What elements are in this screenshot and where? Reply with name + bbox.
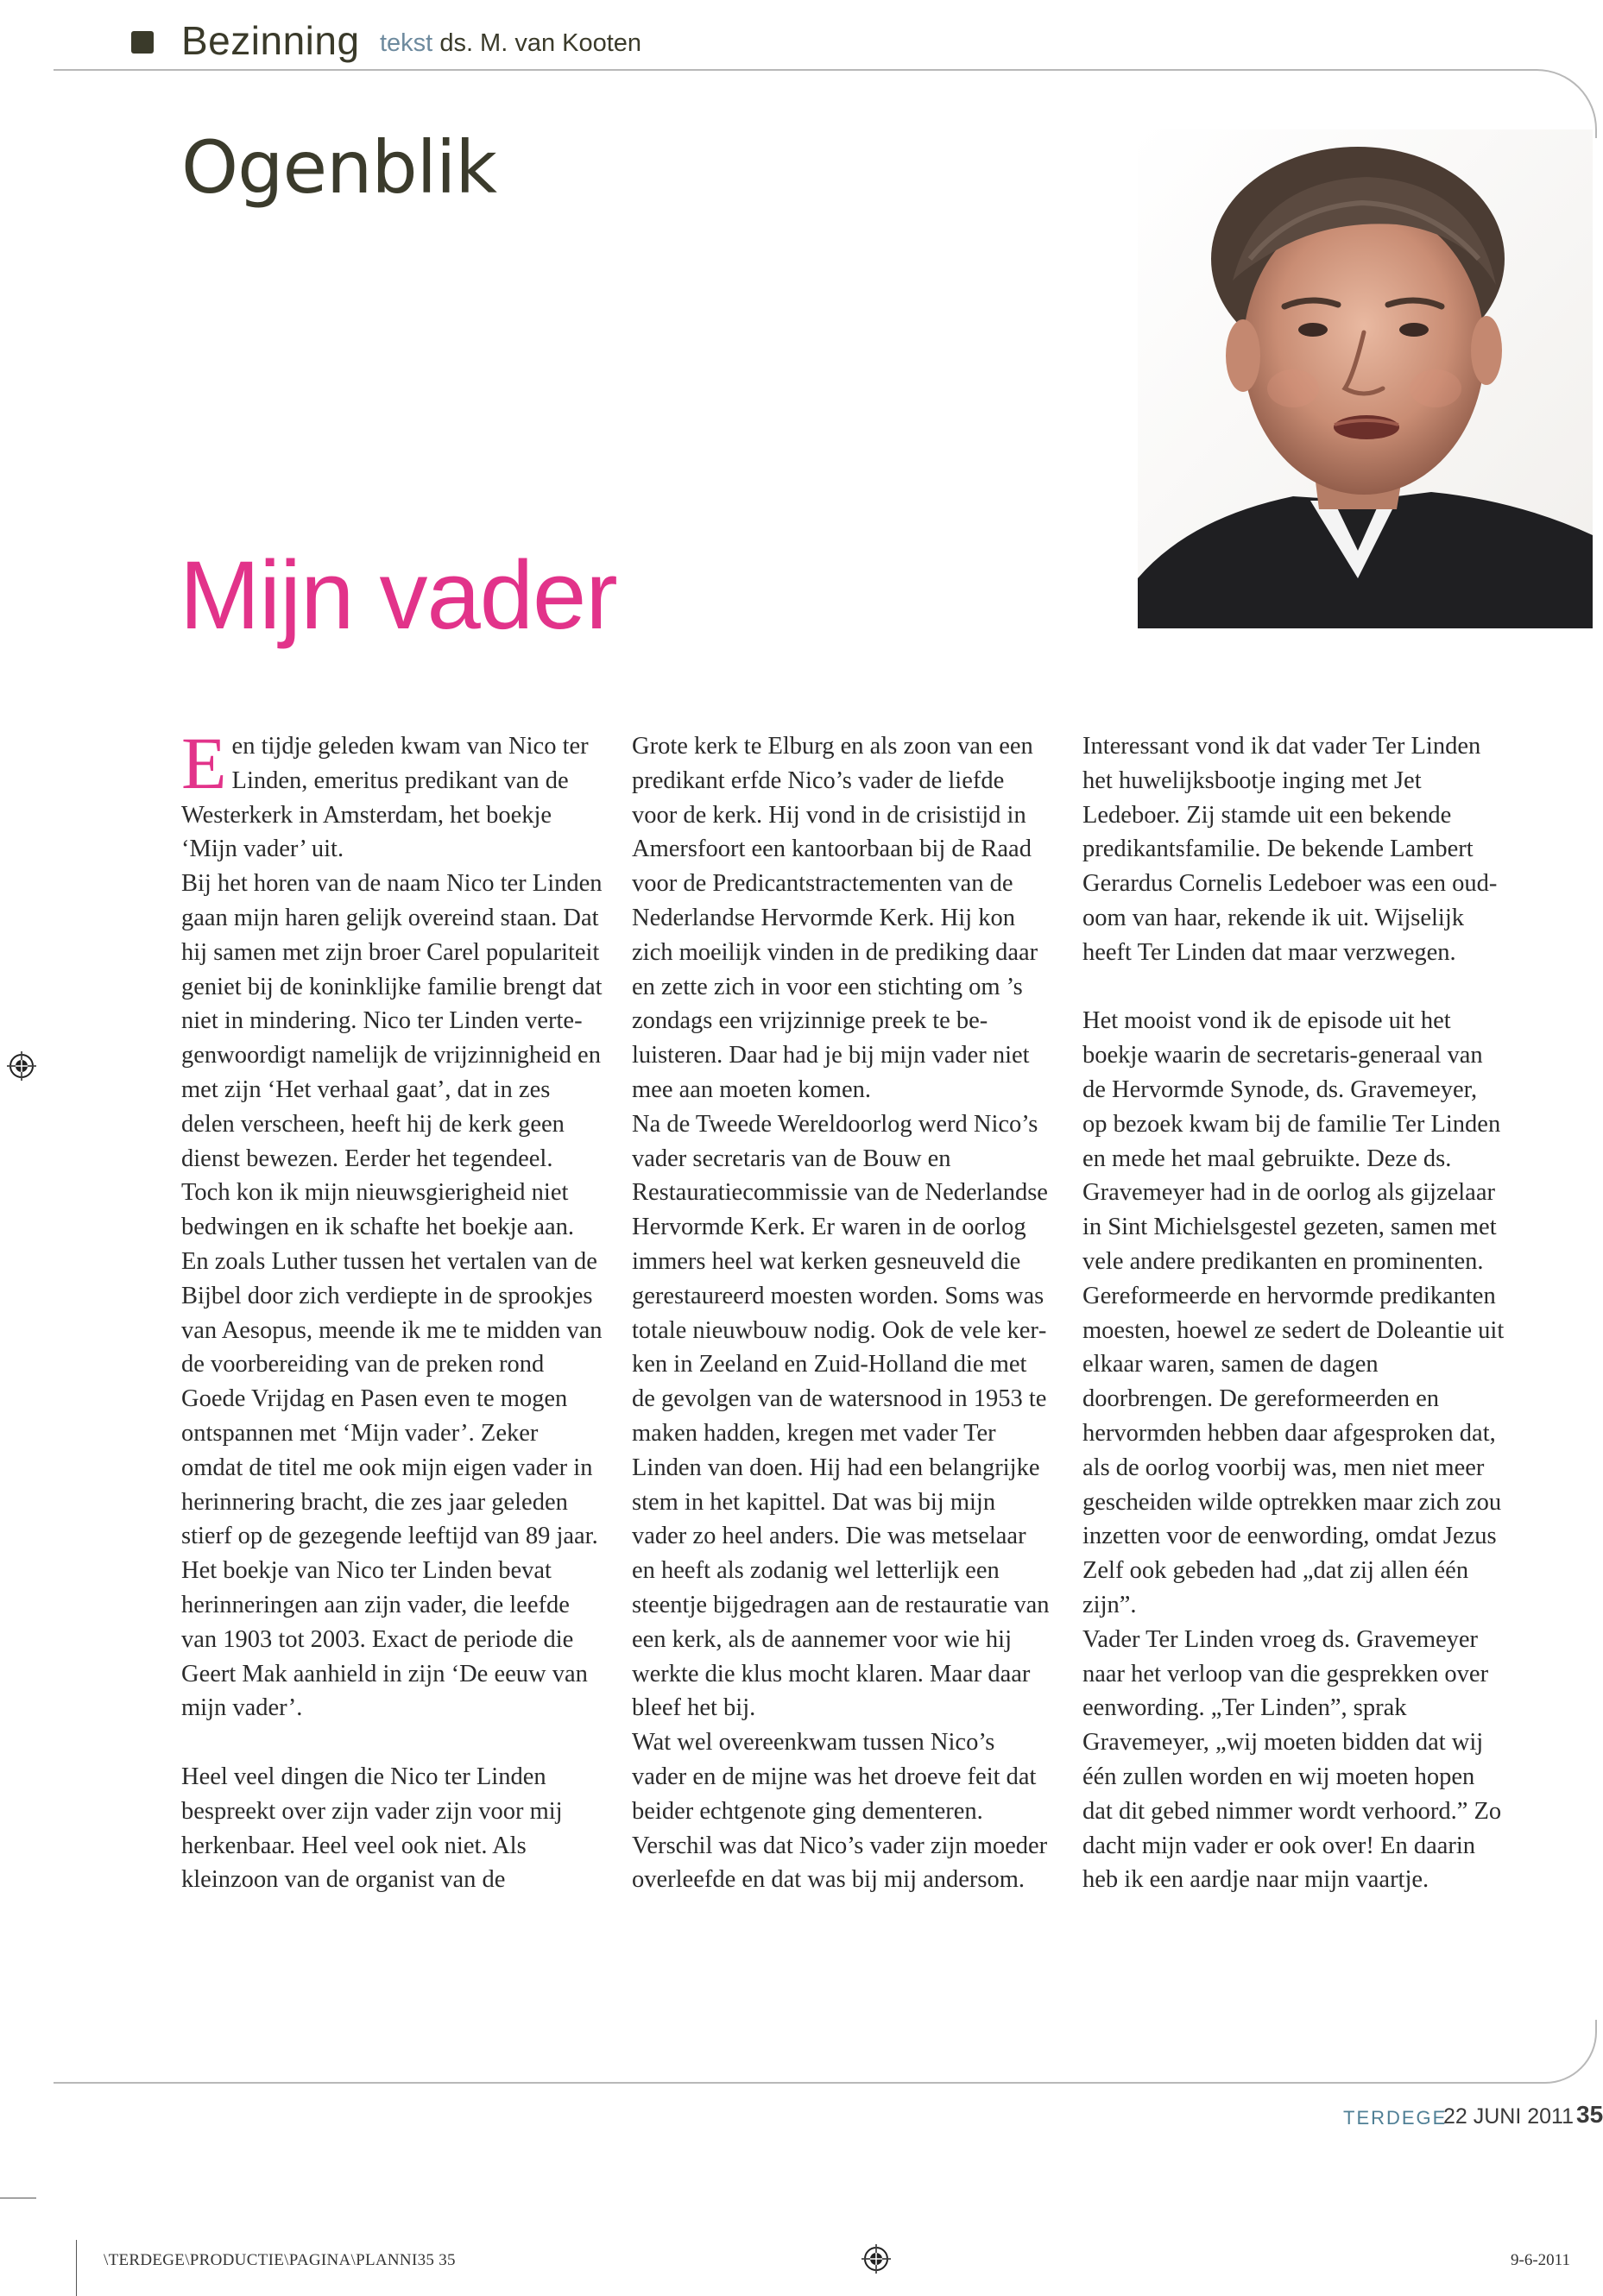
byline-label: tekst bbox=[380, 29, 433, 57]
section-name: Bezinning bbox=[181, 18, 360, 63]
article-column-2 bbox=[632, 729, 1055, 1897]
footer-issue-date: 22 JUNI 2011 bbox=[1443, 2104, 1575, 2129]
paragraph: Het mooist vond ik de episode uit het boekje waarin de secretaris-generaal van de Hervormde Synode, ds. Gravemeyer, op bezoek kwam bij de familie Ter Linden en mede het maal gebruikte. Deze ds. Gravemeyer had in de oorlog als gijzelaar in Sint Michielsgestel gezeten, samen met vele andere predikanten en prominenten. Gereformeerde en hervormde predikanten moesten, hoewel ze sedert de Doleantie uit elkaar waren, samen de dagen doorbrengen. De gereformeerden en hervormden hebben daar afgesproken dat, als de oorlog voorbij was, men niet meer gescheiden wilde optrekken maar zich zou inzetten voor de eenwording, omdat Jezus Zelf ook gebeden had „dat zij allen één zijn”. bbox=[1082, 1007, 1505, 1618]
print-slug-path: \TERDEGE\PRODUCTIE\PAGINA\PLANNI35 35 bbox=[104, 2251, 456, 2269]
author-portrait bbox=[1138, 129, 1593, 628]
paragraph-gap bbox=[181, 1725, 604, 1760]
paragraph: Vader Ter Linden vroeg ds. Gravemeyer naar het verloop van die gesprekken over eenwording. „Ter Linden”, sprak Gravemeyer, „wij moeten bidden dat wij één zullen worden en wij moeten hopen dat dit gebed nimmer wordt verhoord.” Zo dacht mijn vader er ook over! En daarin heb ik een aardje naar mijn vaartje. bbox=[1082, 1625, 1502, 1894]
byline-author: ds. M. van Kooten bbox=[439, 29, 642, 57]
article-column-1 bbox=[181, 722, 604, 1897]
footer-divider bbox=[54, 2082, 1538, 2084]
paragraph: Wat wel overeenkwam tussen Nico’s vader en de mijne was het droeve feit dat beider echtgenote ging dementeren. Verschil was dat Nico’s vader zijn moeder overleefde en dat was bij mij andersom. bbox=[632, 1729, 1048, 1894]
section-marker-icon bbox=[131, 31, 154, 54]
paragraph: Interessant vond ik dat vader Ter Linden het huwelijksbootje inging met Jet Ledeboer. Zij stamde uit een bekende predikantsfamilie. De bekende Lambert Gerardus Cornelis Ledeboer was een oud-oom van haar, rekende ik uit. Wijselijk heeft Ter Linden dat maar verzwegen. bbox=[1082, 733, 1498, 966]
paragraph: Grote kerk te Elburg en als zoon van een predikant erfde Nico’s vader de liefde voor de kerk. Hij vond in de crisistijd in Amersfoort een kantoorbaan bij de Raad voor de Predicantstractementen van de Nederlandse Hervormde Kerk. Hij kon zich moeilijk vinden in de prediking daar en zette zich in voor een stichting om ’s zondags een vrijzinnige preek te beluisteren. Daar had je bij mijn vader niet mee aan moeten komen. bbox=[632, 733, 1038, 1103]
footer-magazine-name: TERDEGE bbox=[1343, 2107, 1448, 2129]
paragraph: Na de Tweede Wereldoorlog werd Nico’s vader secretaris van de Bouw en Restauratiecommissie van de Nederlandse Hervormde Kerk. Er waren in de oorlog immers heel wat kerken gesneuveld die gerestaureerd moesten worden. Soms was totale nieuwbouw nodig. Ook de vele kerken in Zeeland en Zuid-Holland die met de gevolgen van de watersnood in 1953 te maken hadden, kregen met vader Ter Linden van doen. Hij had een belangrijke stem in het kapittel. Dat was bij mijn vader zo heel anders. Die was metselaar en heeft als zodanig wel letterlijk een steentje bijgedragen aan de restauratie van een kerk, als de aannemer voor wie hij werkte die klus mocht klaren. Maar daar bleef het bij. bbox=[632, 1110, 1050, 1722]
header-divider bbox=[54, 69, 1469, 71]
paragraph-gap bbox=[1082, 970, 1505, 1005]
footer-divider-curve bbox=[1519, 2020, 1597, 2084]
page-number: 35 bbox=[1576, 2101, 1603, 2128]
paragraph: Heel veel dingen die Nico ter Linden bespreekt over zijn vader zijn voor mij herkenbaar. Heel veel ook niet. Als kleinzoon van de organist van de bbox=[181, 1763, 563, 1894]
paragraph: Toch kon ik mijn nieuwsgierigheid niet bedwingen en ik schafte het boekje aan. En zoals Luther tussen het vertalen van de Bijbel door zich verdiepte in de sprookjes van Aesopus, meende ik me te midden van de voorbereiding van de preken rond Goede Vrijdag en Pasen even te mogen ontspannen met ‘Mijn vader’. Zeker omdat de titel me ook mijn eigen vader in herinnering bracht, die zes jaar geleden stierf op de gezegende leeftijd van 89 jaar. bbox=[181, 1179, 603, 1550]
crop-mark bbox=[76, 2240, 77, 2296]
header-divider-curve bbox=[1467, 69, 1597, 138]
paragraph: Bij het horen van de naam Nico ter Linden gaan mijn haren gelijk overeind staan. Dat hij samen met zijn broer Carel populariteit geniet bij de koninklijke familie brengt dat niet in mindering. Nico ter Linden vertegenwoordigt namelijk de vrijzinnigheid en met zijn ‘Het verhaal gaat’, dat in zes delen verscheen, heeft hij de kerk geen dienst bewezen. Eerder het tegendeel. bbox=[181, 870, 603, 1172]
registration-mark-icon bbox=[861, 2244, 891, 2274]
paragraph: Het boekje van Nico ter Linden bevat herinneringen aan zijn vader, die leefde van 1903 tot 2003. Exact de periode die Geert Mak aanhield in zijn ‘De eeuw van mijn vader’. bbox=[181, 1557, 588, 1722]
print-slug-date: 9-6-2011 bbox=[1511, 2251, 1570, 2269]
registration-mark-icon bbox=[7, 1051, 36, 1081]
article-column-3 bbox=[1082, 729, 1505, 1897]
column-title: Ogenblik bbox=[181, 125, 496, 210]
byline bbox=[380, 29, 641, 58]
article-headline: Mijn vader bbox=[180, 541, 617, 649]
paragraph: Een tijdje geleden kwam van Nico ter Linden, emeritus predikant van de Westerkerk in Amsterdam, het boekje ‘Mijn vader’ uit. bbox=[181, 722, 589, 863]
drop-cap: E bbox=[181, 722, 227, 804]
